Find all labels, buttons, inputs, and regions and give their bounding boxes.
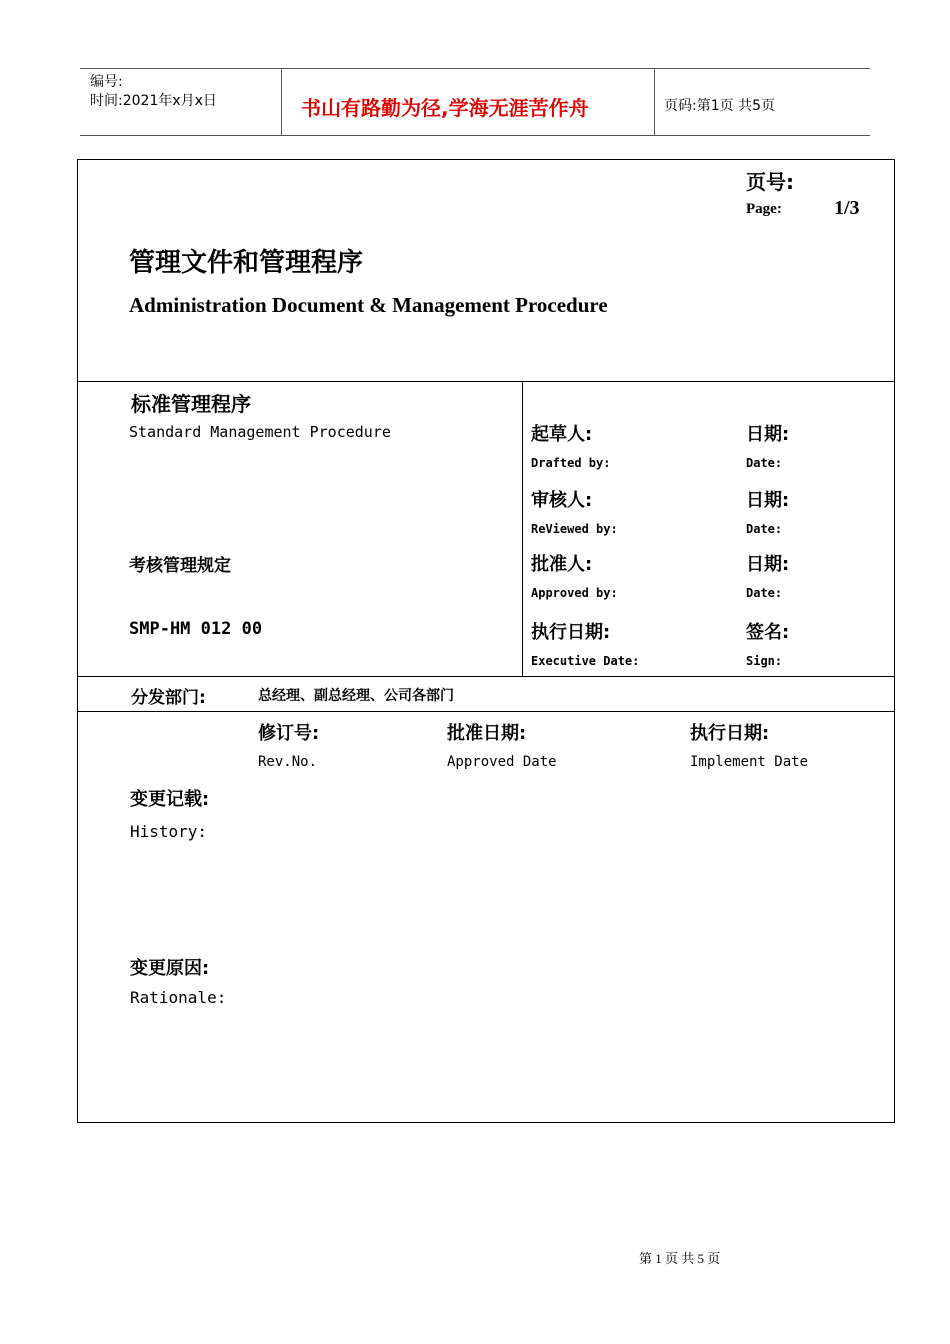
header-divider-right: [654, 68, 655, 136]
doc-code: SMP-HM 012 00: [129, 619, 263, 639]
page-label-cn: 页号:: [746, 170, 794, 194]
rationale-cn: 变更原因:: [130, 958, 210, 979]
approved-date-en: Approved Date: [447, 754, 557, 770]
executive-date-cn: 执行日期:: [531, 622, 611, 643]
category-cn: 标准管理程序: [131, 392, 251, 416]
implement-date-en: Implement Date: [690, 754, 809, 770]
header-number-label: 编号:: [90, 74, 123, 90]
header-motto: 书山有路勤为径,学海无涯苦作舟: [301, 96, 589, 120]
info-column-divider: [522, 381, 523, 677]
doc-name: 考核管理规定: [129, 556, 231, 576]
footer-page-number: 第 1 页 共 5 页: [639, 1251, 721, 1266]
header-bottom-rule: [80, 135, 870, 136]
page-label-en: Page:: [746, 201, 782, 217]
header-page-info: 页码:第1页 共5页: [664, 98, 775, 114]
executive-date-en: Executive Date:: [531, 654, 640, 668]
drafted-by-cn: 起草人:: [531, 424, 593, 445]
drafted-by-en: Drafted by:: [531, 456, 611, 470]
header-time-label: 时间:2021年x月x日: [90, 93, 217, 109]
sign-cn: 签名:: [746, 622, 790, 643]
approved-by-cn: 批准人:: [531, 554, 593, 575]
date-en-1: Date:: [746, 456, 783, 470]
page-value: 1/3: [834, 197, 860, 219]
header-top-rule: [80, 68, 870, 69]
title-row-rule: [78, 381, 895, 382]
header-divider-left: [281, 68, 282, 136]
implement-date-cn: 执行日期:: [690, 723, 770, 744]
approved-date-cn: 批准日期:: [447, 723, 527, 744]
category-en: Standard Management Procedure: [129, 423, 391, 441]
rev-no-en: Rev.No.: [258, 754, 318, 770]
reviewed-by-cn: 审核人:: [531, 490, 593, 511]
rev-no-cn: 修订号:: [258, 723, 320, 744]
rationale-en: Rationale:: [130, 988, 227, 1007]
history-en: History:: [130, 822, 208, 841]
date-cn-1: 日期:: [746, 424, 790, 445]
date-cn-3: 日期:: [746, 554, 790, 575]
info-row-rule: [78, 676, 895, 677]
distribution-row-rule: [78, 711, 895, 712]
date-en-3: Date:: [746, 586, 783, 600]
approved-by-en: Approved by:: [531, 586, 618, 600]
sign-en: Sign:: [746, 654, 783, 668]
reviewed-by-en: ReViewed by:: [531, 522, 618, 536]
history-cn: 变更记载:: [130, 789, 210, 810]
date-en-2: Date:: [746, 522, 783, 536]
distribution-label: 分发部门:: [131, 688, 206, 708]
date-cn-2: 日期:: [746, 490, 790, 511]
document-title-en: Administration Document & Management Procedure: [129, 293, 608, 317]
document-title-cn: 管理文件和管理程序: [129, 248, 364, 278]
distribution-value: 总经理、副总经理、公司各部门: [258, 689, 454, 704]
